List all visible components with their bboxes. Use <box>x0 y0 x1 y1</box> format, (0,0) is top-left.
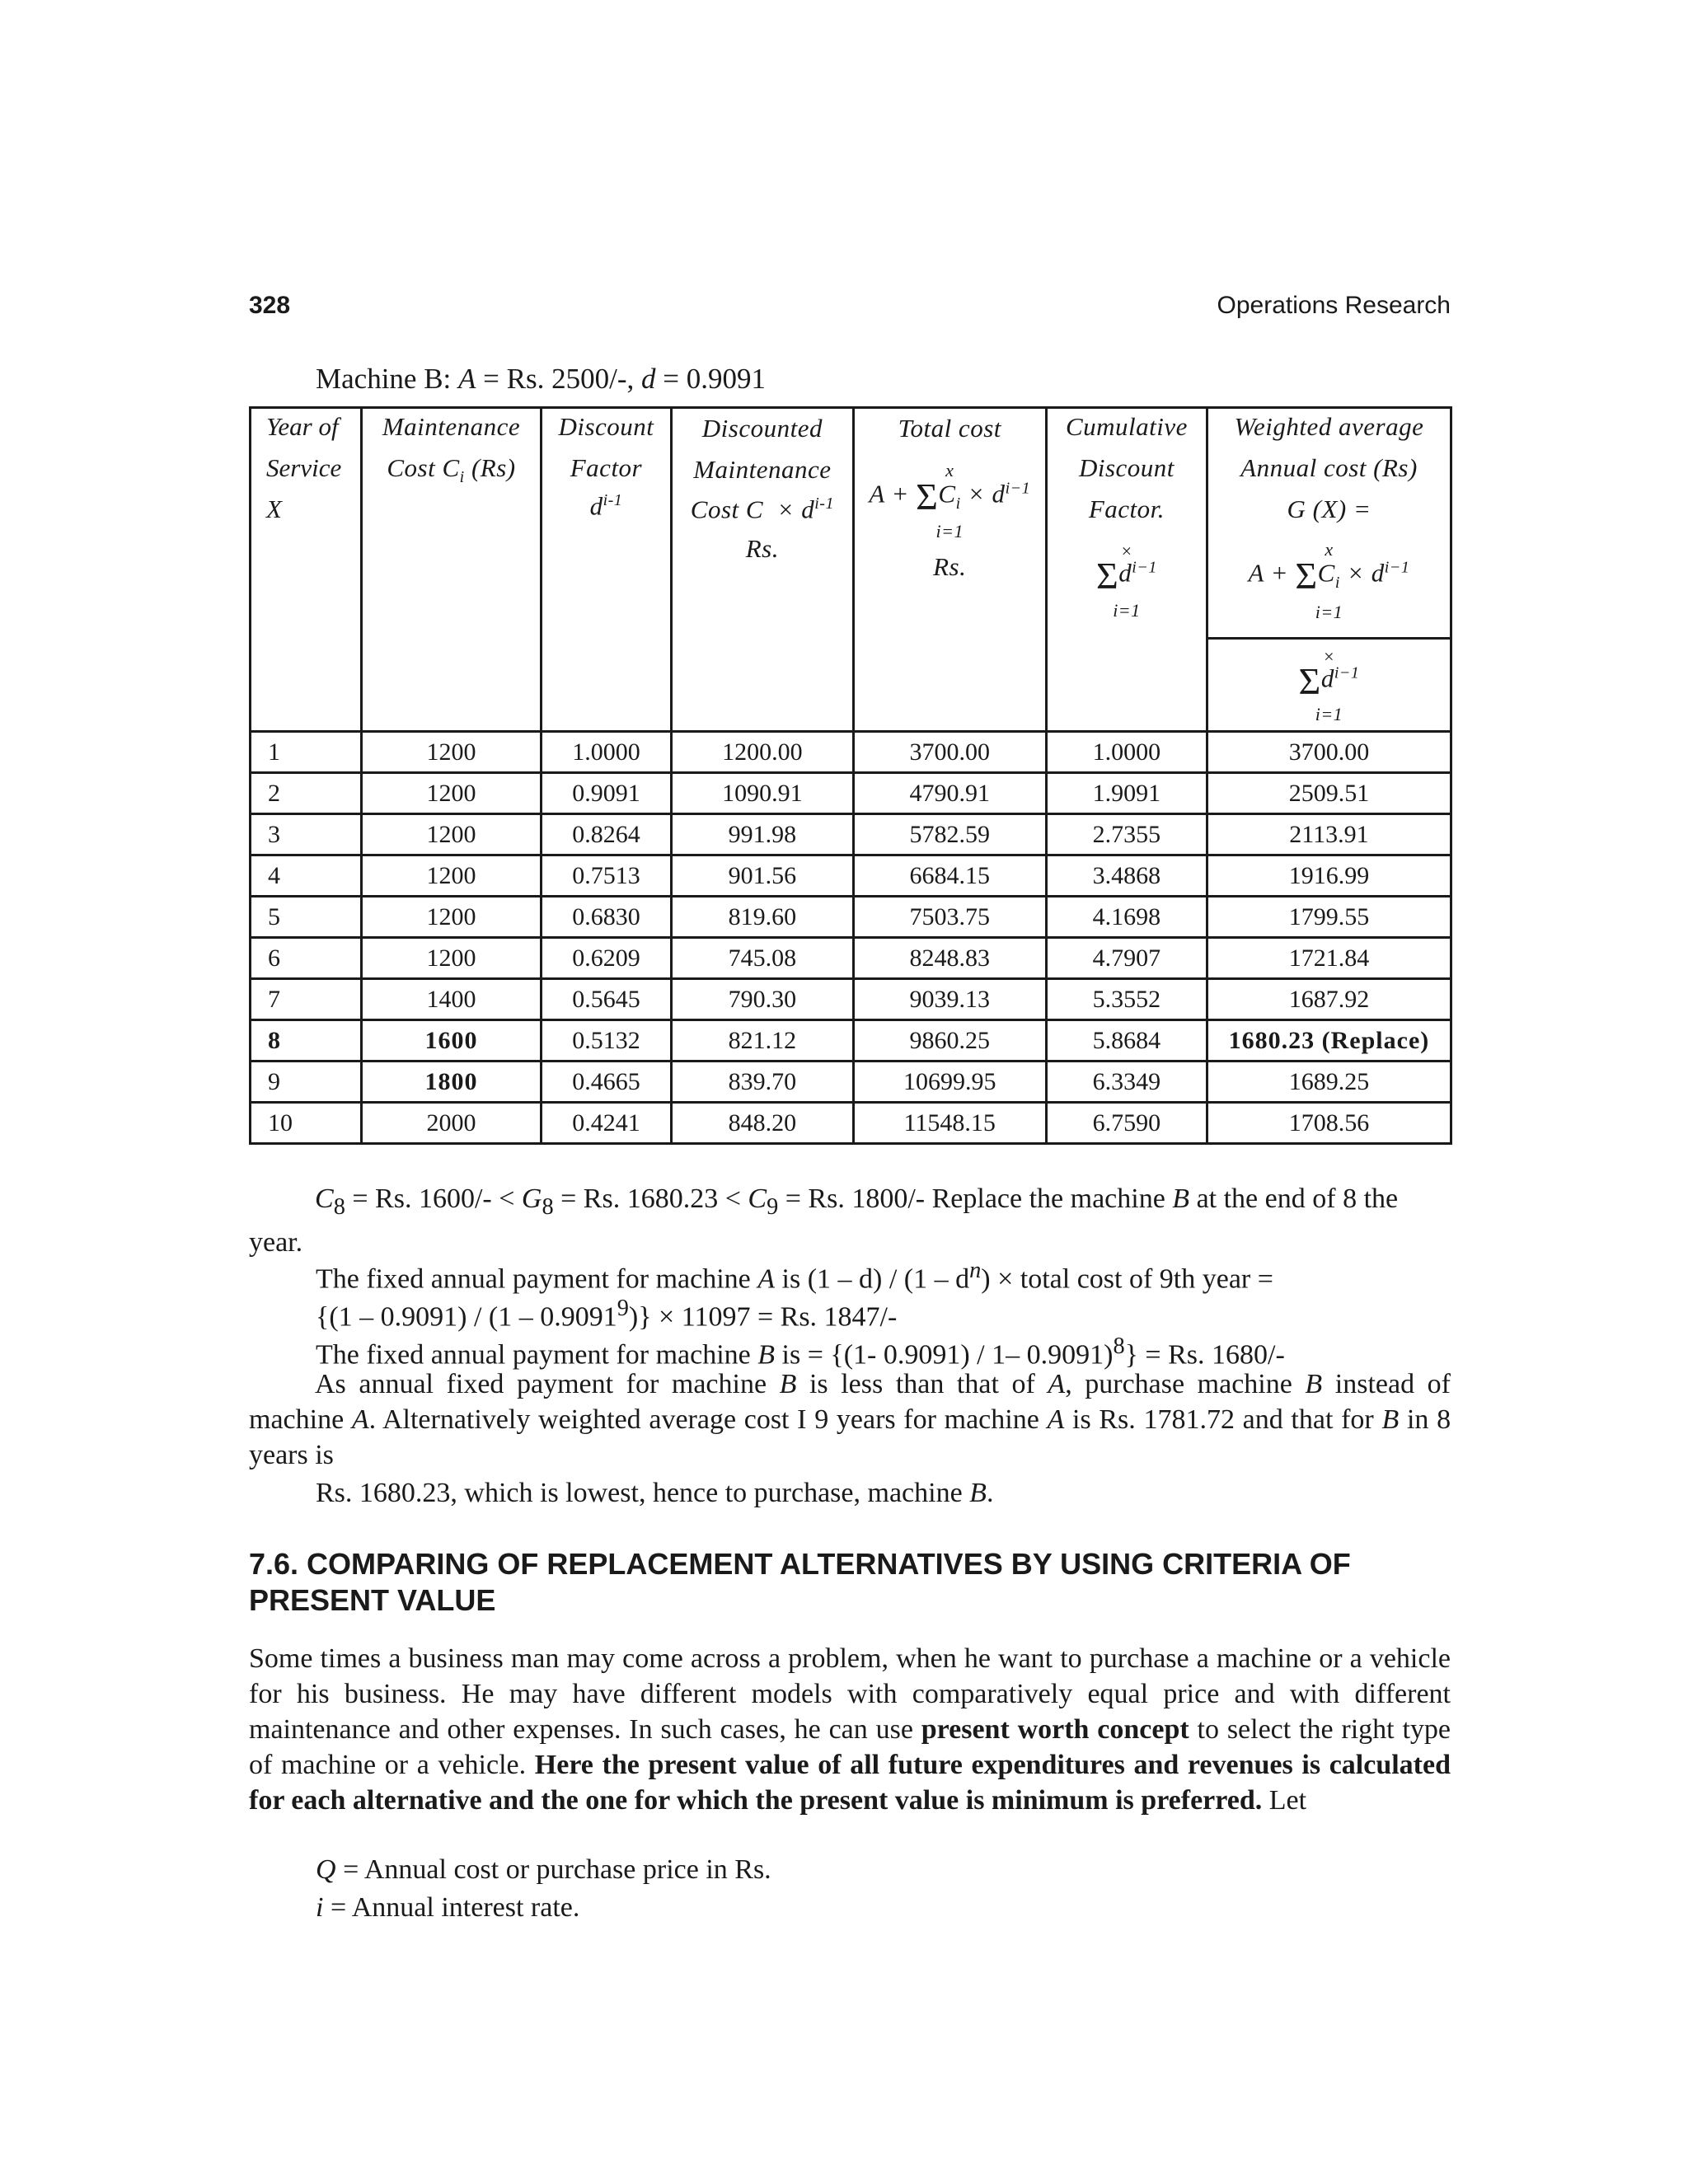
fraction-divider <box>1208 637 1450 640</box>
machine-label: Machine B: <box>316 363 452 395</box>
definition-i: i = Annual interest rate. <box>316 1892 580 1923</box>
lowest-cost-line: Rs. 1680.23, which is lowest, hence to purchase, machine B. <box>316 1478 994 1508</box>
table-row: 9 1800 0.4665 839.70 10699.95 6.3349 1689.25 <box>251 1062 1451 1103</box>
section-heading: 7.6. COMPARING OF REPLACEMENT ALTERNATIVES BY USING CRITERIA OF PRESENT VALUE <box>249 1547 1351 1617</box>
header-discount-factor: Discount Factor $d^{i-1}$ <box>541 408 672 732</box>
header-year: Year of Service X <box>251 408 362 732</box>
running-header <box>249 287 1451 328</box>
page-number: 328 <box>249 292 291 319</box>
table-row: 6 1200 0.6209 745.08 8248.83 4.7907 1721.84 <box>251 938 1451 979</box>
fixed-payment-a-calc: $\{(1 - 0.9091) / (1 - 0.9091^9)\} \times 11097 = Rs$. 1847/- <box>316 1296 898 1333</box>
table-row: 7 1400 0.5645 790.30 9039.13 5.3552 1687.92 <box>251 979 1451 1020</box>
header-discounted-maintenance: Discounted Maintenance Cost $C \times d^{i-1}$ Rs. <box>672 408 853 732</box>
table-row: 1 1200 1.0000 1200.00 3700.00 1.0000 3700.00 <box>251 732 1451 773</box>
header-maintenance-cost: Maintenance Cost $C_i$ (Rs) <box>362 408 541 732</box>
table-row: 4 1200 0.7513 901.56 6684.15 3.4868 1916.99 <box>251 855 1451 897</box>
table-row-replace: 8 1600 0.5132 821.12 9860.25 5.8684 1680.23 (Replace) <box>251 1020 1451 1062</box>
machine-d-value: = 0.9091 <box>663 363 767 395</box>
table-row: 5 1200 0.6830 819.60 7503.75 4.1698 1799.55 <box>251 897 1451 938</box>
table-row: 2 1200 0.9091 1090.91 4790.91 1.9091 2509.51 <box>251 773 1451 814</box>
table-header-row <box>251 408 1451 732</box>
fixed-payment-a: The fixed annual payment for machine A is $(1 - d) / (1 - d^n)$ × total cost of 9th year = <box>316 1258 1273 1295</box>
definition-q: Q = Annual cost or purchase price in Rs. <box>316 1854 771 1885</box>
fixed-payment-b: The fixed annual payment for machine B is = {(1- 0.9091) / 1– 0.9091)$^8$} = Rs. 1680/- <box>316 1333 1285 1371</box>
replace-conclusion-paragraph: $C_8 = Rs$. $1600/- < G_8 = Rs$. $1680.23 < C_9 = Rs$. 1800/- Replace the machine B at the end of 8 the year. <box>249 1183 1399 1258</box>
machine-a-value: = Rs. 2500/-, <box>483 363 635 395</box>
comparison-paragraph: As annual fixed payment for machine B is less than that of A, purchase machine B instead of machine A. Alternatively weighted average cost I 9 years for machine A is Rs. 1781.72 and that for B in 8 years is <box>249 1369 1451 1470</box>
header-cumulative-factor: Cumulative Discount Factor. × $\Sigma d^{i-1}$ i=1 <box>1046 408 1207 732</box>
header-weighted-average: Weighted average Annual cost (Rs) G (X) = x $A + \Sigma C_i \times d^{i-1}$ i=1 × $\Sigma d^{i-1}$ i=1 <box>1207 408 1451 732</box>
book-title: Operations Research <box>1217 292 1451 319</box>
machine-b-params: Machine B: A = Rs. 2500/-, d = 0.9091 <box>316 363 767 395</box>
table-row: 10 2000 0.4241 848.20 11548.15 6.7590 1708.56 <box>251 1103 1451 1144</box>
replacement-table <box>249 406 1452 1145</box>
header-total-cost: Total cost x $A + \Sigma C_i \times d^{i-1}$ i=1 Rs. <box>853 408 1046 732</box>
section-body-paragraph: Some times a business man may come across a problem, when he want to purchase a machine or a vehicle for his business. He may have different models with comparatively equal price and with different maintenance and other expenses. In such cases, he can use present worth concept to select the right type of machine or a vehicle. Here the present value of all future expenditures and revenues is calculated for each alternative and the one for which the present value is minimum is preferred. Let <box>249 1643 1451 1816</box>
table-row: 3 1200 0.8264 991.98 5782.59 2.7355 2113.91 <box>251 814 1451 855</box>
